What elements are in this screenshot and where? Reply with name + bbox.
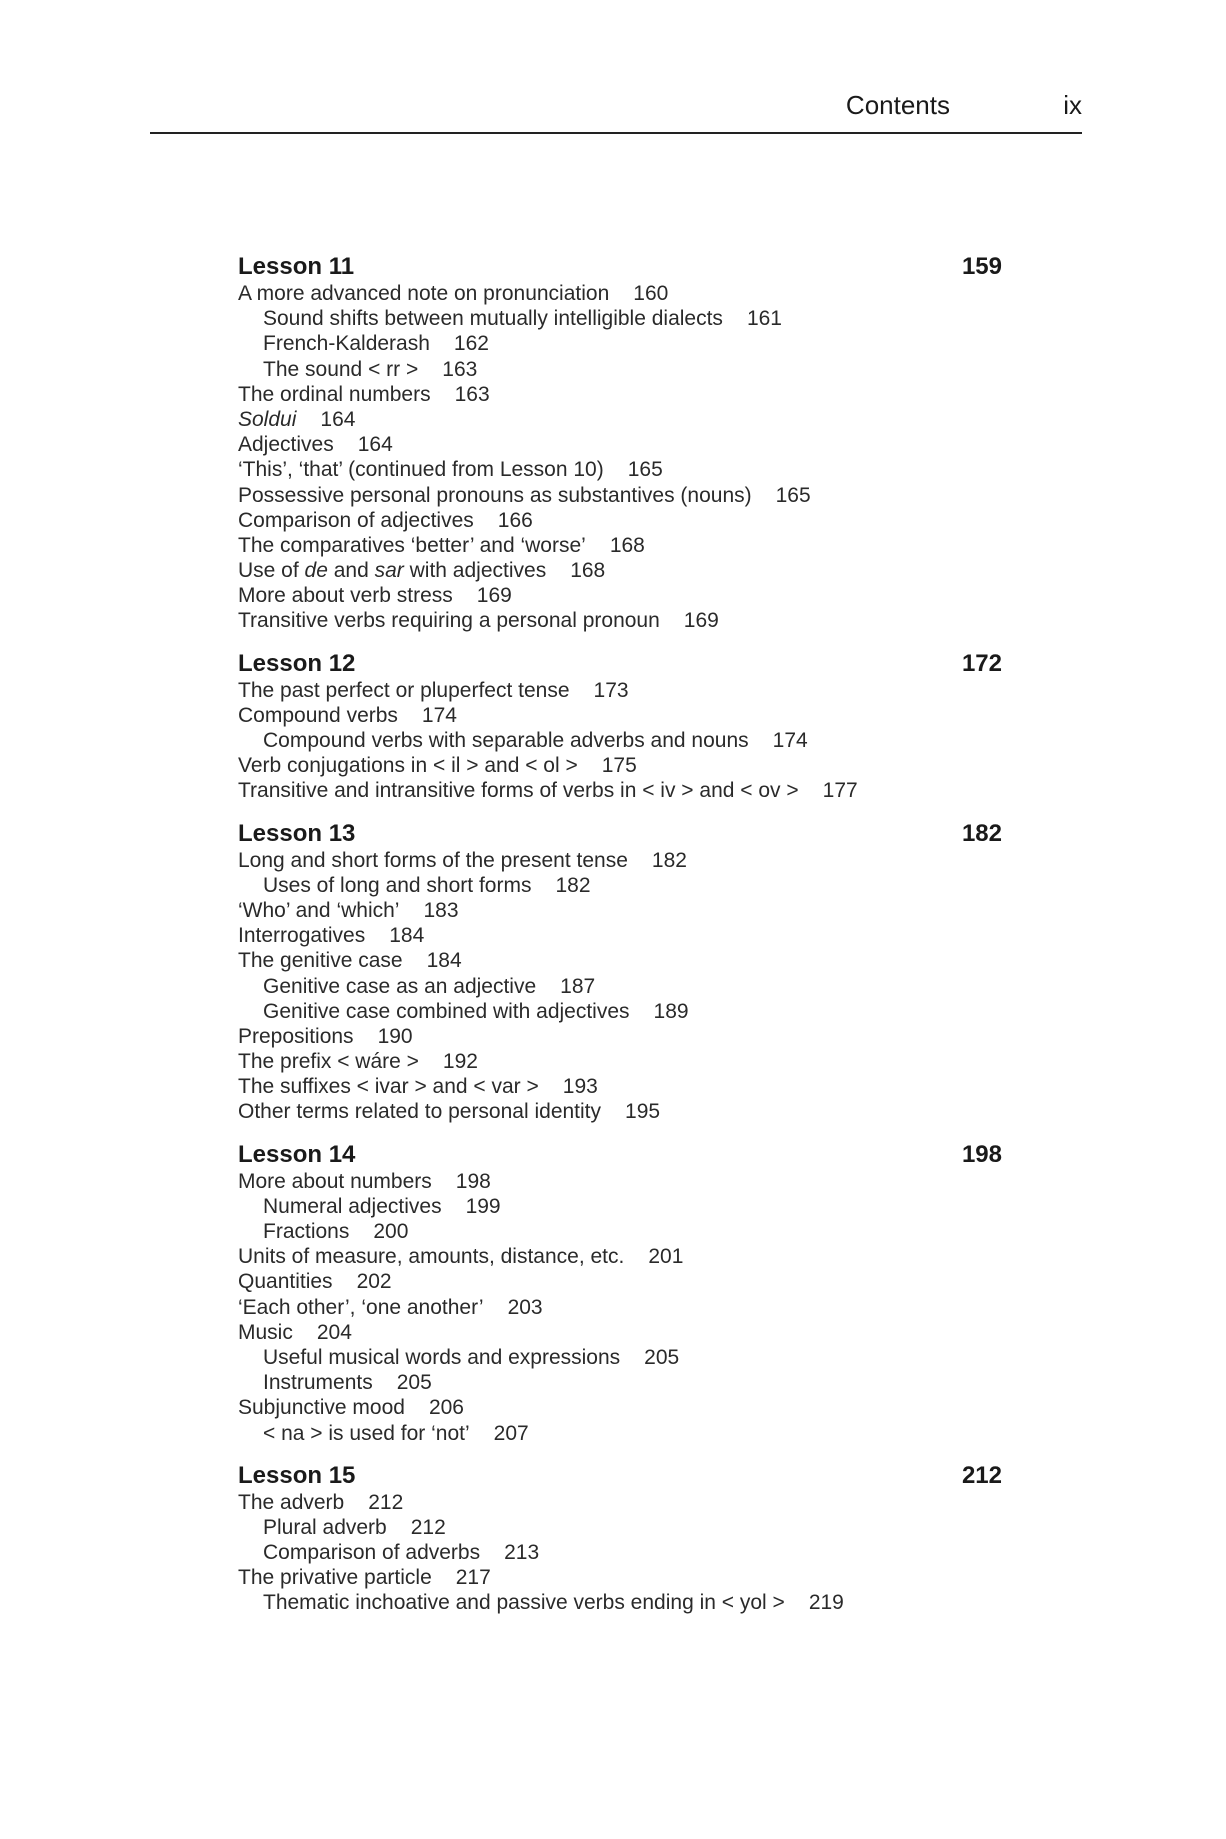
entry-title: Verb conjugations in < il > and < ol > (238, 754, 578, 778)
entry-page-number: 195 (625, 1100, 661, 1124)
toc-entry (238, 457, 1002, 482)
entry-page-number: 162 (453, 332, 489, 356)
lesson-title: Lesson 15 (238, 1461, 356, 1489)
entry-page-number: 169 (476, 584, 512, 608)
page-header (150, 84, 1082, 134)
entry-page-number: 184 (389, 924, 425, 948)
entry-title: Adjectives (238, 433, 334, 457)
entry-title-part: de (304, 559, 328, 583)
entry-page-number: 173 (593, 678, 629, 702)
toc-entry (238, 1169, 1002, 1194)
toc-entry (238, 608, 1002, 633)
entry-title: Units of measure, amounts, distance, etc. (238, 1245, 625, 1269)
toc-entry (238, 508, 1002, 533)
entry-title: Soldui (238, 407, 297, 431)
entry-title: Fractions (263, 1220, 350, 1243)
entry-title: < na > is used for ‘not’ (263, 1421, 470, 1445)
toc-entry (238, 583, 1002, 608)
entry-page-number: 193 (562, 1075, 598, 1099)
entry-page-number: 183 (423, 898, 459, 922)
entry-title: Possessive personal pronouns as substantives (nouns) (238, 483, 752, 507)
lesson-section (238, 1140, 1002, 1446)
toc-subentry (238, 1219, 1002, 1244)
toc-entry (238, 432, 1002, 457)
entry-title: Genitive case as an adjective (263, 974, 537, 998)
toc-entry (238, 1024, 1002, 1049)
page-number: ix (1063, 90, 1082, 120)
toc-entry (238, 778, 1002, 803)
toc-entry (238, 558, 1002, 583)
lesson-section (238, 819, 1002, 1125)
entry-title: Music (238, 1320, 293, 1344)
lesson-section (238, 649, 1002, 804)
toc-subentry (238, 1590, 1002, 1615)
entry-page-number: 190 (377, 1024, 413, 1048)
entry-title: The sound < rr > (263, 357, 419, 381)
entry-title: Compound verbs (238, 703, 398, 727)
lesson-page-number: 172 (961, 649, 1002, 677)
toc-entry (238, 753, 1002, 778)
lesson-heading (238, 252, 1002, 281)
entry-title-part: with adjectives (403, 559, 547, 583)
entry-title: Prepositions (238, 1024, 354, 1048)
entry-page-number: 165 (627, 458, 663, 482)
toc-entry (238, 382, 1002, 407)
entry-title: Other terms related to personal identity (238, 1100, 602, 1124)
entry-page-number: 184 (426, 949, 462, 973)
entry-title: Plural adverb (263, 1515, 387, 1539)
lesson-heading (238, 1461, 1002, 1490)
toc-entry (238, 703, 1002, 728)
entry-page-number: 206 (428, 1396, 464, 1420)
entry-title: The suffixes < ivar > and < var > (238, 1075, 539, 1099)
toc-subentry (238, 974, 1002, 999)
lesson-title: Lesson 14 (238, 1140, 356, 1168)
toc-subentry (238, 1370, 1002, 1395)
toc-subentry (238, 357, 1002, 382)
entry-page-number: 177 (822, 779, 858, 803)
entry-page-number: 164 (357, 433, 393, 457)
entry-page-number: 212 (368, 1490, 404, 1514)
toc-subentry (238, 999, 1002, 1024)
entry-page-number: 217 (455, 1566, 491, 1590)
entry-page-number: 204 (316, 1320, 352, 1344)
lesson-title: Lesson 12 (238, 649, 356, 677)
lesson-page-number: 159 (961, 253, 1002, 280)
toc-subentry (238, 1345, 1002, 1370)
toc-entry (238, 1490, 1002, 1515)
toc-entry (238, 1395, 1002, 1420)
toc-subentry (238, 1421, 1002, 1446)
entry-page-number: 219 (808, 1591, 844, 1615)
entry-page-number: 165 (775, 483, 811, 507)
toc-subentry (238, 873, 1002, 898)
entry-title: Uses of long and short forms (263, 873, 532, 897)
toc-subentry (238, 331, 1002, 356)
entry-title: Comparison of adjectives (238, 508, 474, 532)
entry-title: Useful musical words and expressions (263, 1345, 621, 1369)
entry-page-number: 163 (454, 382, 490, 406)
entry-title: Transitive verbs requiring a personal pronoun (238, 609, 660, 633)
entry-page-number: 182 (651, 848, 687, 872)
lesson-page-number: 182 (961, 819, 1002, 847)
entry-page-number: 166 (497, 508, 533, 532)
entry-title: The privative particle (238, 1566, 432, 1590)
toc-entry (238, 1099, 1002, 1124)
toc-subentry (238, 1194, 1002, 1219)
entry-title: ‘This’, ‘that’ (continued from Lesson 10) (238, 458, 604, 482)
entry-page-number: 163 (442, 357, 478, 381)
entry-title: ‘Each other’, ‘one another’ (238, 1295, 484, 1319)
entry-page-number: 169 (683, 609, 719, 633)
entry-page-number: 187 (560, 974, 596, 998)
toc-entry (238, 923, 1002, 948)
table-of-contents (238, 252, 1002, 1631)
toc-entry (238, 1269, 1002, 1294)
entry-title: Long and short forms of the present tense (238, 848, 628, 872)
entry-title (238, 559, 546, 582)
toc-subentry (238, 306, 1002, 331)
toc-entry (238, 948, 1002, 973)
lesson-page-number: 198 (961, 1140, 1002, 1168)
entry-title: Comparison of adverbs (263, 1541, 481, 1565)
toc-entry (238, 1244, 1002, 1269)
entry-page-number: 175 (601, 754, 637, 778)
entry-page-number: 202 (356, 1270, 392, 1294)
toc-entry (238, 848, 1002, 873)
toc-entry (238, 483, 1002, 508)
entry-page-number: 205 (644, 1345, 680, 1369)
toc-entry (238, 281, 1002, 306)
entry-page-number: 161 (746, 307, 782, 331)
entry-title-part: Use of (238, 559, 305, 583)
lesson-heading (238, 649, 1002, 678)
entry-title: More about verb stress (238, 584, 453, 608)
toc-subentry (238, 1540, 1002, 1565)
toc-entry (238, 898, 1002, 923)
entry-title-part: and (327, 559, 375, 583)
entry-page-number: 205 (396, 1371, 432, 1395)
toc-entry (238, 1295, 1002, 1320)
entry-page-number: 168 (609, 533, 645, 557)
entry-page-number: 203 (507, 1295, 543, 1319)
entry-page-number: 189 (653, 999, 689, 1023)
entry-page-number: 199 (465, 1194, 501, 1218)
entry-title: Quantities (238, 1270, 333, 1294)
entry-page-number: 213 (504, 1541, 540, 1565)
lesson-page-number: 212 (961, 1461, 1002, 1489)
entry-title: French-Kalderash (263, 332, 430, 356)
toc-entry (238, 1049, 1002, 1074)
toc-entry (238, 533, 1002, 558)
lesson-title: Lesson 13 (238, 819, 356, 847)
entry-page-number: 192 (442, 1050, 478, 1074)
entry-title: ‘Who’ and ‘which’ (238, 898, 400, 922)
entry-page-number: 182 (555, 873, 591, 897)
toc-entry (238, 678, 1002, 703)
lesson-section (238, 1461, 1002, 1616)
entry-title: More about numbers (238, 1169, 432, 1193)
entry-title: Interrogatives (238, 924, 366, 948)
entry-title-part: sar (374, 559, 404, 583)
entry-title: Genitive case combined with adjectives (263, 999, 630, 1023)
entry-page-number: 174 (421, 703, 457, 727)
lesson-heading (238, 1140, 1002, 1169)
entry-page-number: 200 (373, 1220, 409, 1243)
entry-page-number: 160 (633, 282, 669, 305)
entry-page-number: 174 (772, 729, 808, 752)
entry-page-number: 198 (455, 1169, 491, 1193)
entry-title: Transitive and intransitive forms of verbs in < iv > and < ov > (238, 779, 799, 803)
entry-title: The comparatives ‘better’ and ‘worse’ (238, 533, 586, 557)
toc-entry (238, 1320, 1002, 1345)
toc-entry (238, 407, 1002, 432)
entry-title: Sound shifts between mutually intelligible dialects (263, 307, 723, 331)
entry-page-number: 168 (570, 559, 606, 583)
entry-title: The past perfect or pluperfect tense (238, 678, 570, 702)
entry-page-number: 164 (320, 407, 356, 431)
entry-title: Subjunctive mood (238, 1396, 405, 1420)
entry-title: The ordinal numbers (238, 382, 431, 406)
toc-subentry (238, 1515, 1002, 1540)
lesson-section (238, 252, 1002, 634)
entry-title: A more advanced note on pronunciation (238, 282, 610, 305)
lesson-heading (238, 819, 1002, 848)
entry-title: Instruments (263, 1371, 373, 1395)
toc-subentry (238, 728, 1002, 753)
entry-title: The prefix < wáre > (238, 1050, 419, 1074)
entry-title: Numeral adjectives (263, 1194, 442, 1218)
entry-title: The adverb (238, 1490, 345, 1514)
entry-title: The genitive case (238, 949, 403, 973)
entry-title: Thematic inchoative and passive verbs ending in < yol > (263, 1591, 785, 1615)
toc-entry (238, 1565, 1002, 1590)
entry-page-number: 212 (410, 1515, 446, 1539)
running-title: Contents (845, 90, 950, 120)
entry-page-number: 201 (648, 1245, 684, 1269)
entry-page-number: 207 (493, 1421, 529, 1445)
lesson-title: Lesson 11 (238, 253, 355, 280)
entry-title: Compound verbs with separable adverbs and nouns (263, 729, 749, 752)
toc-entry (238, 1074, 1002, 1099)
